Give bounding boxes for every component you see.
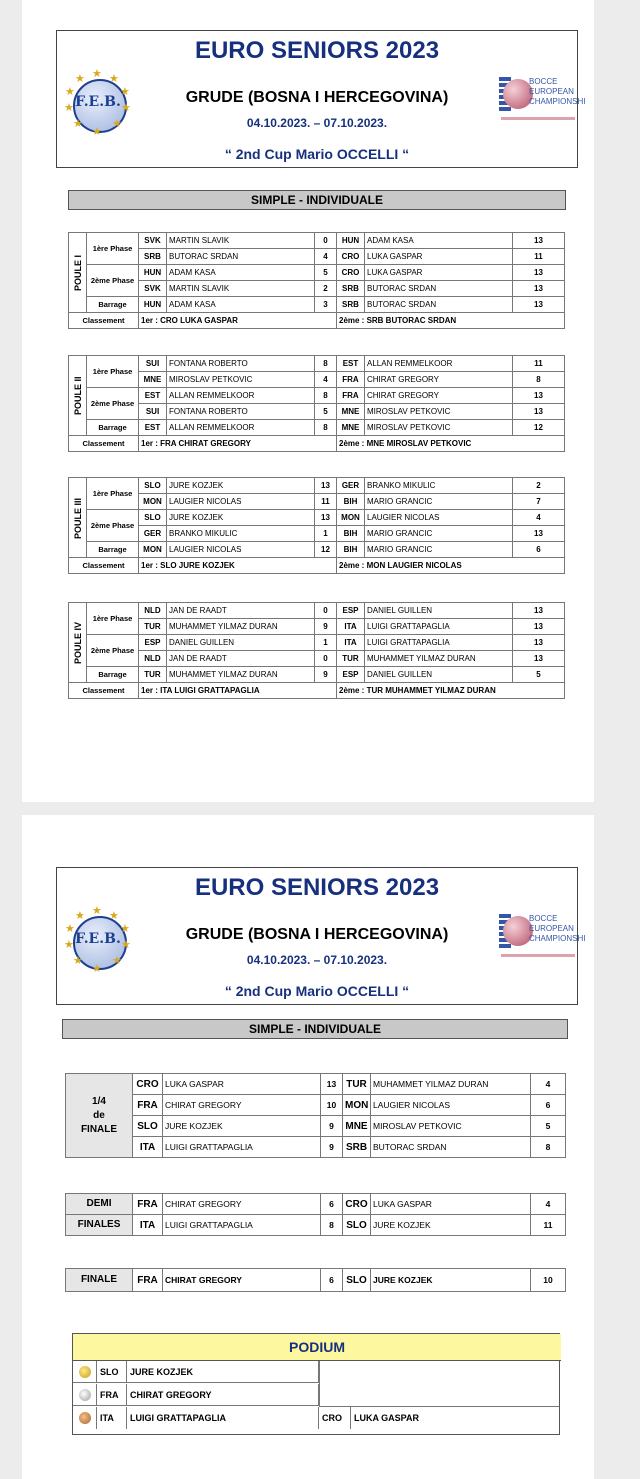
country-code: MON (343, 1095, 371, 1116)
country-code: SLO (343, 1215, 371, 1236)
player-name: JAN DE RAADT (167, 651, 315, 667)
score: 8 (321, 1215, 343, 1236)
player-name: MARIO GRANCIC (365, 526, 513, 542)
table-row (69, 297, 565, 313)
country-code: ESP (139, 635, 167, 651)
country-code: SLO (139, 478, 167, 494)
country-code: FRA (337, 388, 365, 404)
score: 13 (513, 526, 565, 542)
player-name: JAN DE RAADT (167, 603, 315, 619)
country-code: ITA (337, 619, 365, 635)
country-code: SRB (337, 281, 365, 297)
table-row (66, 1194, 566, 1215)
table-row (69, 635, 565, 651)
country-code: SLO (97, 1361, 127, 1383)
country-code: SRB (337, 297, 365, 313)
table-row (66, 1095, 566, 1116)
score: 2 (315, 281, 337, 297)
score: 5 (315, 404, 337, 420)
page-sheet-2 (22, 815, 594, 1479)
country-code: NLD (139, 603, 167, 619)
score: 11 (531, 1215, 566, 1236)
country-code: MNE (139, 372, 167, 388)
player-name: JURE KOZJEK (371, 1215, 531, 1236)
phase-label: 1ère Phase (87, 356, 139, 388)
player-name: JURE KOZJEK (163, 1116, 321, 1137)
score: 13 (513, 297, 565, 313)
player-name: ALLAN REMMELKOOR (365, 356, 513, 372)
score: 13 (513, 388, 565, 404)
section-title-bar: SIMPLE - INDIVIDUALE (62, 1019, 568, 1039)
country-code: EST (337, 356, 365, 372)
phase-label: 2ème Phase (87, 388, 139, 420)
country-code: SRB (343, 1137, 371, 1158)
score: 13 (513, 265, 565, 281)
player-name: ADAM KASA (365, 233, 513, 249)
country-code: MNE (337, 404, 365, 420)
table-row (69, 510, 565, 526)
country-code: HUN (337, 233, 365, 249)
player-name: LAUGIER NICOLAS (365, 510, 513, 526)
player-name: ALLAN REMMELKOOR (167, 388, 315, 404)
score: 13 (513, 651, 565, 667)
country-code: HUN (139, 265, 167, 281)
phase-label: Barrage (87, 542, 139, 558)
star-icon: ★ (65, 923, 75, 935)
phase-label: Barrage (87, 297, 139, 313)
player-name: BUTORAC SRDAN (371, 1137, 531, 1158)
country-code: SLO (343, 1269, 371, 1292)
player-name: MUHAMMET YILMAZ DURAN (371, 1074, 531, 1095)
player-name: LUIGI GRATTAPAGLIA (365, 619, 513, 635)
score: 13 (315, 510, 337, 526)
poule-table (68, 232, 565, 329)
player-name: MARTIN SLAVIK (167, 281, 315, 297)
phase-label: Barrage (87, 667, 139, 683)
phase-label: 2ème Phase (87, 635, 139, 667)
podium-box (72, 1333, 560, 1435)
score: 4 (315, 372, 337, 388)
country-code: MON (139, 542, 167, 558)
star-icon: ★ (75, 73, 85, 85)
player-name: LUKA GASPAR (365, 249, 513, 265)
player-name: LUIGI GRATTAPAGLIA (127, 1407, 319, 1429)
section-title-bar: SIMPLE - INDIVIDUALE (68, 190, 566, 210)
star-icon: ★ (120, 923, 130, 935)
table-row (69, 265, 565, 281)
country-code: SUI (139, 404, 167, 420)
player-name: LAUGIER NICOLAS (167, 494, 315, 510)
medal-cell (73, 1384, 97, 1406)
score: 1 (315, 526, 337, 542)
cup-name: “ 2nd Cup Mario OCCELLI “ (224, 146, 410, 162)
country-code: SVK (139, 281, 167, 297)
star-icon: ★ (73, 118, 83, 130)
country-code: BIH (337, 494, 365, 510)
classement-row (69, 683, 565, 699)
country-code: SUI (139, 356, 167, 372)
country-code: MON (139, 494, 167, 510)
player-name: LUIGI GRATTAPAGLIA (365, 635, 513, 651)
semi-final-table (65, 1193, 566, 1236)
score: 0 (315, 233, 337, 249)
player-name: CHIRAT GREGORY (163, 1194, 321, 1215)
country-code: FRA (337, 372, 365, 388)
country-code: FRA (133, 1269, 163, 1292)
score: 9 (315, 619, 337, 635)
player-name: JURE KOZJEK (167, 510, 315, 526)
classement-label: Classement (69, 313, 139, 329)
score: 8 (513, 372, 565, 388)
second-place: 2ème : MON LAUGIER NICOLAS (337, 558, 565, 574)
player-name: DANIEL GUILLEN (365, 603, 513, 619)
score: 6 (531, 1095, 566, 1116)
phase-label: 1ère Phase (87, 233, 139, 265)
classement-label: Classement (69, 436, 139, 452)
first-place: 1er : CRO LUKA GASPAR (139, 313, 337, 329)
player-name: BUTORAC SRDAN (167, 249, 315, 265)
country-code: CRO (337, 249, 365, 265)
player-name: JURE KOZJEK (127, 1361, 319, 1383)
player-name: DANIEL GUILLEN (167, 635, 315, 651)
score: 4 (513, 510, 565, 526)
country-code: ESP (337, 603, 365, 619)
player-name: LUIGI GRATTAPAGLIA (163, 1215, 321, 1236)
score: 13 (513, 619, 565, 635)
country-code: TUR (139, 619, 167, 635)
star-icon: ★ (112, 955, 122, 967)
poule-label: POULE III (69, 478, 87, 558)
country-code: CRO (337, 265, 365, 281)
document-header (56, 30, 586, 168)
table-row (69, 603, 565, 619)
table-row (66, 1116, 566, 1137)
player-name: ADAM KASA (167, 297, 315, 313)
event-title: EURO SENIORS 2023 (194, 37, 440, 64)
phase-label: 1ère Phase (87, 603, 139, 635)
star-icon: ★ (109, 73, 119, 85)
table-row (69, 494, 565, 510)
player-name: MIROSLAV PETKOVIC (365, 404, 513, 420)
round-label: FINALE (66, 1269, 133, 1292)
country-code: ITA (133, 1137, 163, 1158)
final-table (65, 1268, 566, 1292)
player-name: CHIRAT GREGORY (365, 372, 513, 388)
gold-medal-icon (79, 1366, 91, 1378)
score: 6 (321, 1194, 343, 1215)
score: 13 (315, 478, 337, 494)
podium-empty-cell (319, 1361, 559, 1407)
country-code: SRB (139, 249, 167, 265)
player-name: MARIO GRANCIC (365, 494, 513, 510)
score: 13 (513, 404, 565, 420)
country-code: FRA (133, 1194, 163, 1215)
poule-table (68, 602, 565, 699)
table-row (69, 651, 565, 667)
round-label-line: FINALES (66, 1215, 133, 1236)
player-name: MUHAMMET YILMAZ DURAN (167, 619, 315, 635)
score: 13 (321, 1074, 343, 1095)
poule-label: POULE I (69, 233, 87, 313)
bronze-medal-icon (79, 1412, 91, 1424)
country-code: GER (337, 478, 365, 494)
score: 10 (321, 1095, 343, 1116)
classement-row (69, 313, 565, 329)
country-code: BIH (337, 526, 365, 542)
score: 10 (531, 1269, 566, 1292)
event-location: GRUDE (BOSNA I HERCEGOVINA) (185, 89, 449, 106)
event-title: EURO SENIORS 2023 (194, 874, 440, 901)
poule-label: POULE IV (69, 603, 87, 683)
score: 8 (315, 420, 337, 436)
player-name: BRANKO MIKULIC (167, 526, 315, 542)
player-name: MARTIN SLAVIK (167, 233, 315, 249)
player-name: LUKA GASPAR (163, 1074, 321, 1095)
classement-row (69, 558, 565, 574)
table-row (66, 1269, 566, 1292)
star-icon: ★ (64, 939, 74, 951)
country-code: TUR (337, 651, 365, 667)
score: 1 (315, 635, 337, 651)
feb-logo-text: F.E.B. (75, 931, 121, 947)
table-row (69, 619, 565, 635)
score: 13 (513, 281, 565, 297)
country-code: SLO (133, 1116, 163, 1137)
score: 12 (513, 420, 565, 436)
page-sheet-1 (22, 0, 594, 802)
phase-label: 1ère Phase (87, 478, 139, 510)
event-dates: 04.10.2023. – 07.10.2023. (246, 953, 388, 967)
player-name: CHIRAT GREGORY (365, 388, 513, 404)
country-code: MNE (343, 1116, 371, 1137)
player-name: MIROSLAV PETKOVIC (365, 420, 513, 436)
star-icon: ★ (73, 955, 83, 967)
country-code: EST (139, 420, 167, 436)
player-name: ALLAN REMMELKOOR (167, 420, 315, 436)
player-name: MUHAMMET YILMAZ DURAN (167, 667, 315, 683)
score: 4 (315, 249, 337, 265)
podium-row-bronze (73, 1407, 559, 1430)
score: 9 (321, 1116, 343, 1137)
cup-name: “ 2nd Cup Mario OCCELLI “ (224, 983, 410, 999)
player-name: MIROSLAV PETKOVIC (167, 372, 315, 388)
player-name: LAUGIER NICOLAS (371, 1095, 531, 1116)
round-label (66, 1074, 133, 1158)
score: 5 (513, 667, 565, 683)
star-icon: ★ (92, 963, 102, 975)
document-header (56, 867, 586, 1005)
medal-cell (73, 1407, 97, 1429)
table-row (66, 1215, 566, 1236)
country-code: CRO (133, 1074, 163, 1095)
table-row (69, 420, 565, 436)
table-row (66, 1074, 566, 1095)
event-location: GRUDE (BOSNA I HERCEGOVINA) (185, 926, 449, 943)
player-name: BUTORAC SRDAN (365, 297, 513, 313)
table-row (69, 542, 565, 558)
bocce-logo-text: BOCCE EUROPEAN CHAMPIONSHI (529, 914, 586, 943)
country-code: MNE (337, 420, 365, 436)
feb-logo-text: F.E.B. (75, 94, 121, 110)
table-row (69, 249, 565, 265)
player-name: MIROSLAV PETKOVIC (371, 1116, 531, 1137)
poule-table (68, 355, 565, 452)
country-code: GER (139, 526, 167, 542)
star-icon: ★ (65, 86, 75, 98)
score: 0 (315, 651, 337, 667)
phase-label: Barrage (87, 420, 139, 436)
score: 12 (315, 542, 337, 558)
score: 4 (531, 1074, 566, 1095)
medal-cell (73, 1361, 97, 1383)
score: 13 (513, 635, 565, 651)
score: 3 (315, 297, 337, 313)
score: 8 (315, 356, 337, 372)
player-name: MUHAMMET YILMAZ DURAN (365, 651, 513, 667)
country-code: SVK (139, 233, 167, 249)
second-place: 2ème : MNE MIROSLAV PETKOVIC (337, 436, 565, 452)
player-name: LUKA GASPAR (371, 1194, 531, 1215)
player-name: LUIGI GRATTAPAGLIA (163, 1137, 321, 1158)
quarter-final-table (65, 1073, 566, 1158)
score: 0 (315, 603, 337, 619)
player-name: ADAM KASA (167, 265, 315, 281)
table-row (69, 404, 565, 420)
country-code: BIH (337, 542, 365, 558)
player-name: FONTANA ROBERTO (167, 356, 315, 372)
table-row (69, 233, 565, 249)
phase-label: 2ème Phase (87, 510, 139, 542)
round-label-line: de (93, 1109, 105, 1121)
score: 5 (315, 265, 337, 281)
country-code: SLO (139, 510, 167, 526)
country-code: ITA (133, 1215, 163, 1236)
score: 6 (321, 1269, 343, 1292)
country-code: CRO (319, 1407, 351, 1429)
player-name: LAUGIER NICOLAS (167, 542, 315, 558)
country-code: FRA (97, 1384, 127, 1406)
round-label-line: 1/4 (92, 1095, 106, 1107)
round-label-line: DEMI (66, 1194, 133, 1215)
podium-title: PODIUM (73, 1334, 561, 1361)
score: 2 (513, 478, 565, 494)
event-dates: 04.10.2023. – 07.10.2023. (246, 116, 388, 130)
score: 9 (321, 1137, 343, 1158)
second-place: 2ème : TUR MUHAMMET YILMAZ DURAN (337, 683, 565, 699)
round-label-line: FINALE (80, 1123, 118, 1135)
classement-label: Classement (69, 558, 139, 574)
score: 8 (531, 1137, 566, 1158)
star-icon: ★ (109, 910, 119, 922)
country-code: MON (337, 510, 365, 526)
star-icon: ★ (75, 910, 85, 922)
player-name: CHIRAT GREGORY (163, 1269, 321, 1292)
classement-label: Classement (69, 683, 139, 699)
star-icon: ★ (121, 939, 131, 951)
table-row (69, 356, 565, 372)
table-row (66, 1137, 566, 1158)
bocce-logo-text: BOCCE EUROPEAN CHAMPIONSHI (529, 77, 586, 106)
score: 6 (513, 542, 565, 558)
country-code: ITA (337, 635, 365, 651)
country-code: ITA (97, 1407, 127, 1429)
star-icon: ★ (64, 102, 74, 114)
first-place: 1er : ITA LUIGI GRATTAPAGLIA (139, 683, 337, 699)
second-place: 2ème : SRB BUTORAC SRDAN (337, 313, 565, 329)
table-row (69, 667, 565, 683)
country-code: EST (139, 388, 167, 404)
score: 8 (315, 388, 337, 404)
table-row (69, 388, 565, 404)
star-icon: ★ (120, 86, 130, 98)
score: 9 (315, 667, 337, 683)
score: 5 (531, 1116, 566, 1137)
country-code: CRO (343, 1194, 371, 1215)
score: 4 (531, 1194, 566, 1215)
player-name: LUKA GASPAR (365, 265, 513, 281)
phase-label: 2ème Phase (87, 265, 139, 297)
player-name: CHIRAT GREGORY (163, 1095, 321, 1116)
star-icon: ★ (92, 68, 102, 80)
poule-table (68, 477, 565, 574)
score: 13 (513, 233, 565, 249)
country-code: HUN (139, 297, 167, 313)
player-name: LUKA GASPAR (354, 1413, 419, 1423)
first-place: 1er : SLO JURE KOZJEK (139, 558, 337, 574)
country-code: ESP (337, 667, 365, 683)
silver-medal-icon (79, 1389, 91, 1401)
star-icon: ★ (121, 102, 131, 114)
star-icon: ★ (112, 118, 122, 130)
score: 11 (513, 356, 565, 372)
country-code: TUR (139, 667, 167, 683)
player-name: DANIEL GUILLEN (365, 667, 513, 683)
score: 13 (513, 603, 565, 619)
first-place: 1er : FRA CHIRAT GREGORY (139, 436, 337, 452)
player-name: JURE KOZJEK (167, 478, 315, 494)
table-row (69, 281, 565, 297)
score: 7 (513, 494, 565, 510)
classement-row (69, 436, 565, 452)
table-row (69, 372, 565, 388)
country-code: NLD (139, 651, 167, 667)
country-code: FRA (133, 1095, 163, 1116)
player-name: MARIO GRANCIC (365, 542, 513, 558)
score: 11 (315, 494, 337, 510)
player-name: BRANKO MIKULIC (365, 478, 513, 494)
poule-label: POULE II (69, 356, 87, 436)
star-icon: ★ (92, 126, 102, 138)
country-code: TUR (343, 1074, 371, 1095)
table-row (69, 526, 565, 542)
player-name: FONTANA ROBERTO (167, 404, 315, 420)
player-name: CHIRAT GREGORY (127, 1384, 319, 1406)
star-icon: ★ (92, 905, 102, 917)
score: 11 (513, 249, 565, 265)
table-row (69, 478, 565, 494)
player-name: JURE KOZJEK (371, 1269, 531, 1292)
player-name: BUTORAC SRDAN (365, 281, 513, 297)
